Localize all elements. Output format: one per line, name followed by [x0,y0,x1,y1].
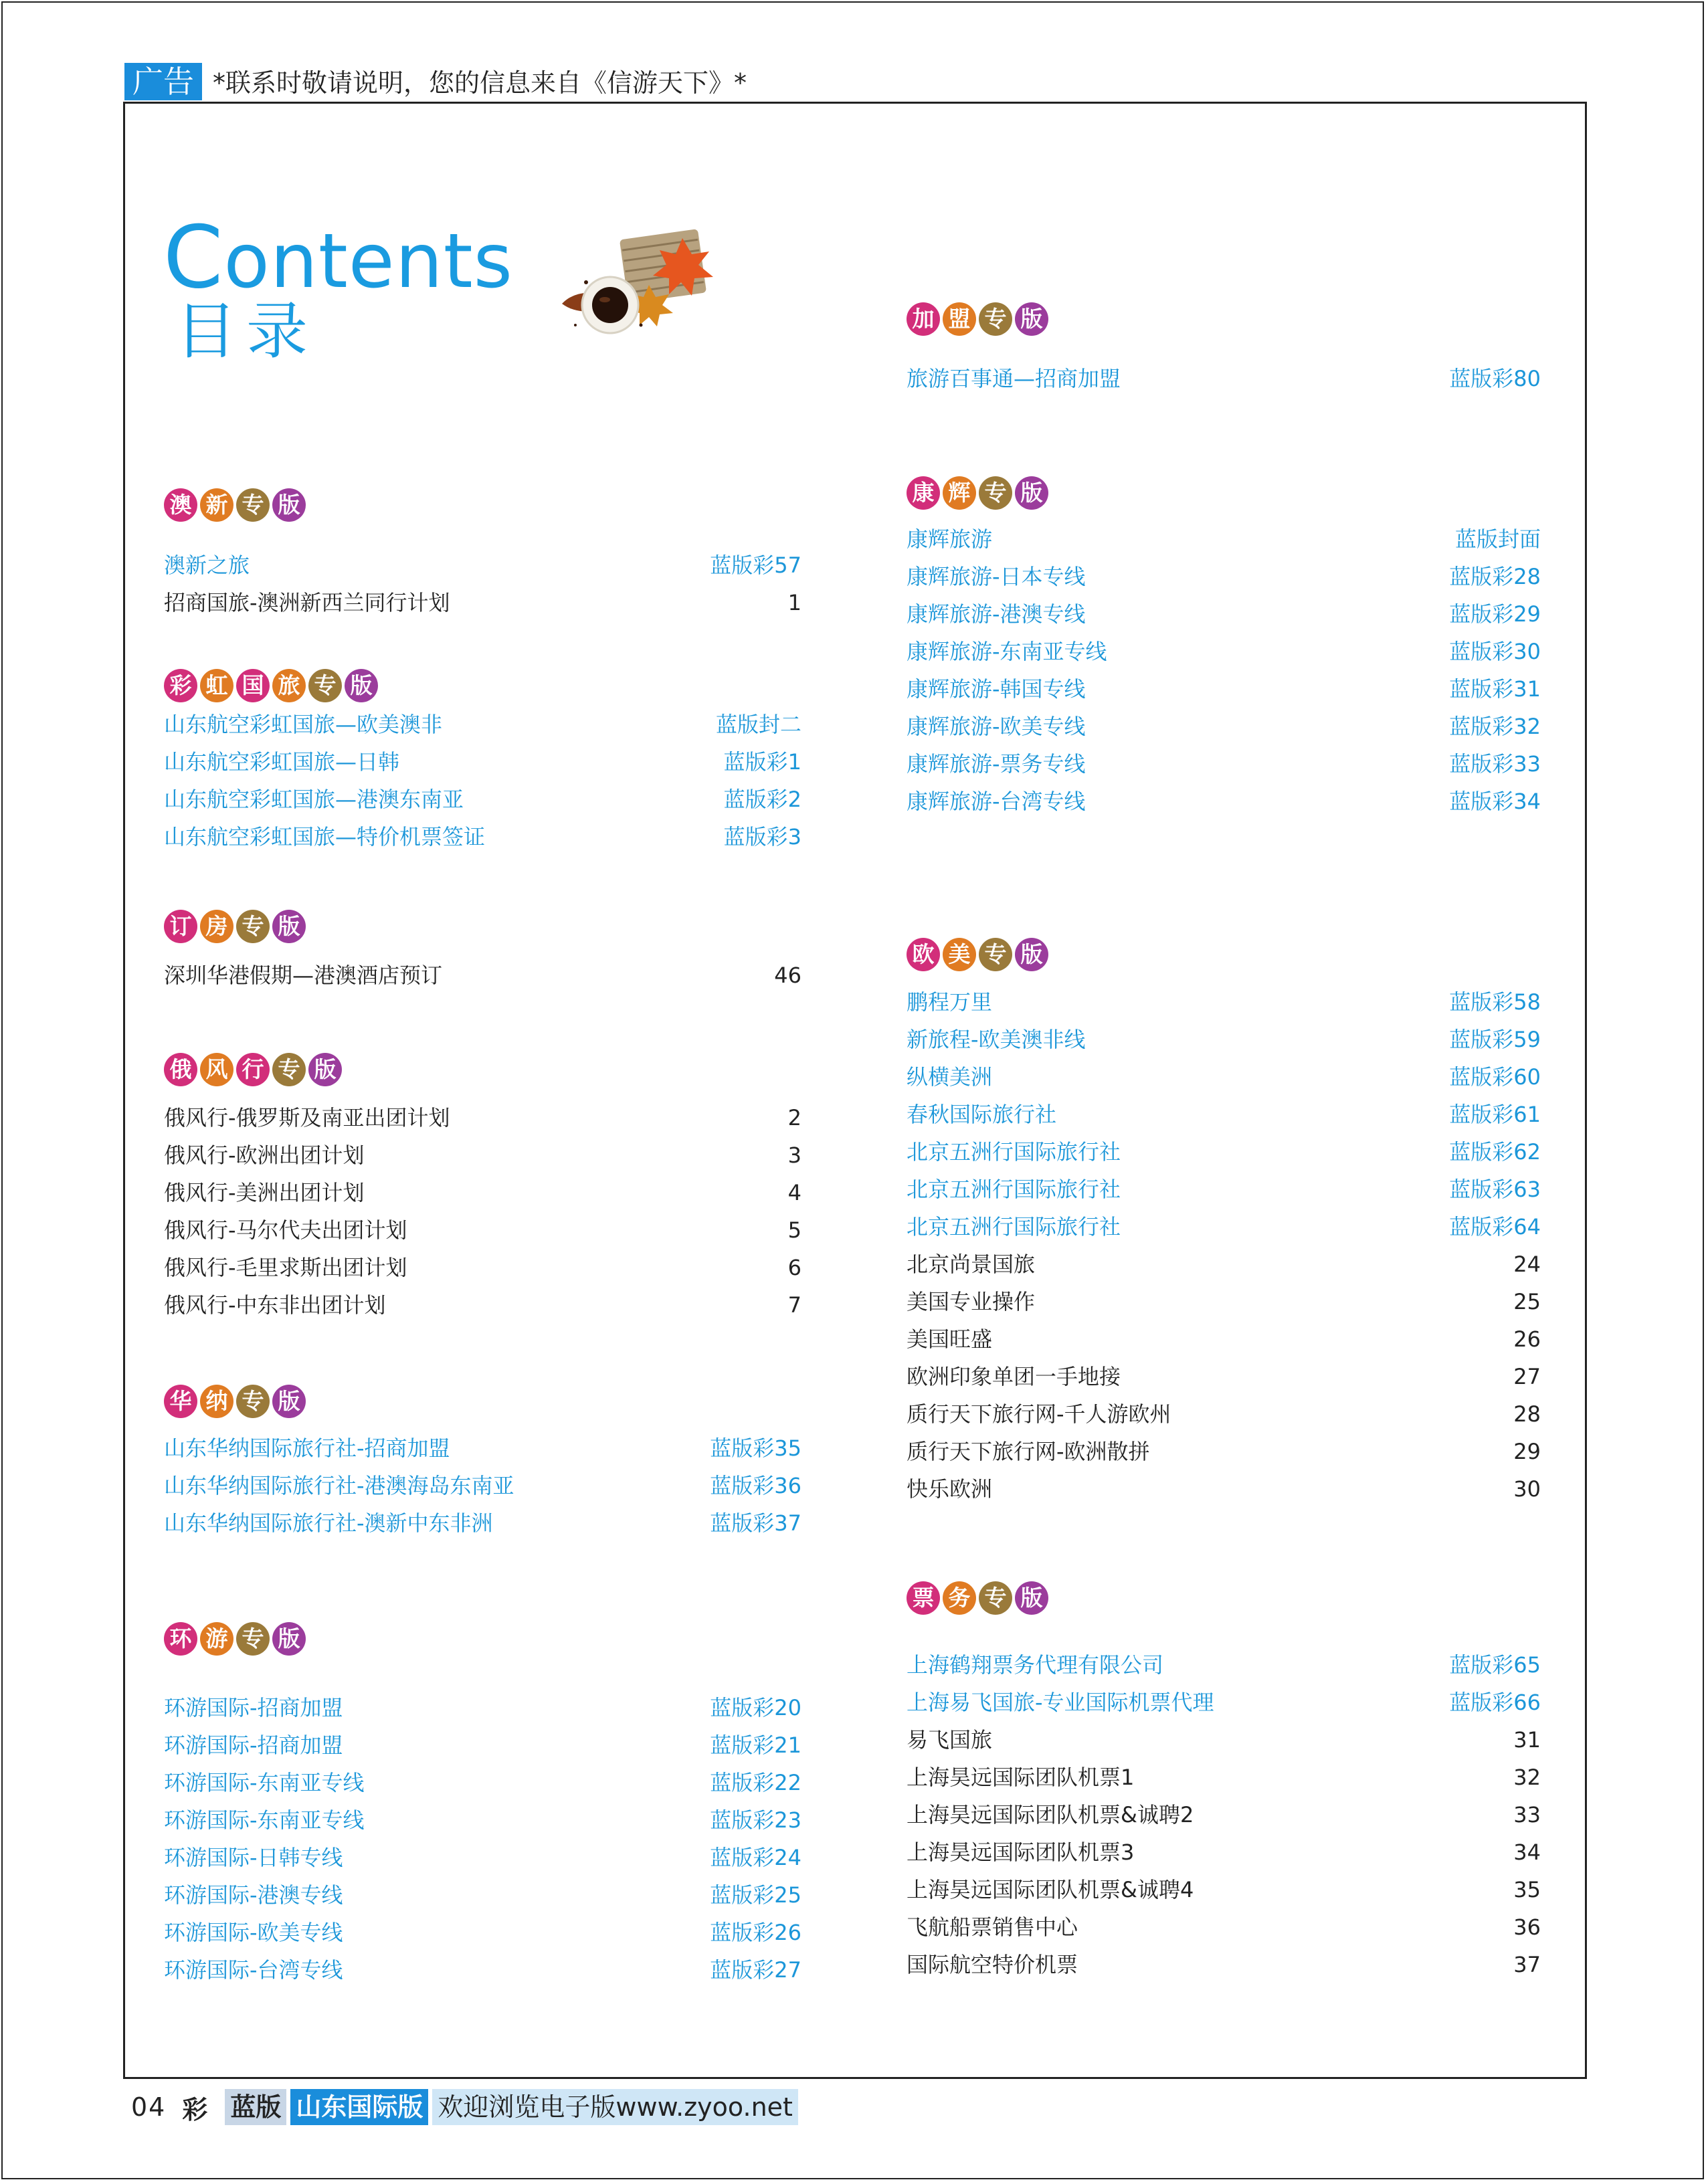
toc-entry[interactable] [907,1434,1541,1469]
toc-entry-page: 蓝版彩26 [710,1920,801,1945]
section-title-char: 专 [979,476,1012,510]
section-title-char: 专 [236,1622,270,1656]
toc-entry-title: 环游国际-东南亚专线 [164,1770,365,1795]
section-title-char: 新 [200,488,233,522]
toc-entry-title: 环游国际-港澳专线 [164,1882,343,1908]
toc-entry-page: 蓝版彩61 [1449,1102,1541,1127]
toc-entry-page: 蓝版彩2 [723,787,801,812]
toc-entry[interactable] [907,1947,1541,1982]
toc-entry-page: 蓝版彩30 [1449,639,1541,664]
toc-entry[interactable] [164,1213,801,1248]
toc-entry[interactable] [164,1138,801,1173]
toc-entry[interactable] [164,1690,801,1725]
toc-entry-page: 26 [1513,1326,1541,1352]
toc-entry-page: 蓝版彩34 [1449,789,1541,814]
section-header [164,910,306,946]
section-title-char: 版 [1015,302,1048,336]
toc-entry-page: 4 [787,1180,801,1205]
toc-entry[interactable] [164,1765,801,1800]
toc-entry-page: 37 [1513,1952,1541,1977]
toc-entry[interactable] [907,597,1541,631]
toc-entry-title: 质行天下旅行网-千人游欧州 [907,1401,1171,1427]
toc-entry-page: 蓝版彩36 [710,1473,801,1498]
toc-entry[interactable] [907,634,1541,669]
toc-entry-title: 澳新之旅 [164,553,250,578]
toc-entry-page: 蓝版彩28 [1449,564,1541,589]
toc-entry[interactable] [164,585,801,620]
toc-entry-page: 33 [1513,1802,1541,1827]
toc-entry-page: 31 [1513,1727,1541,1753]
toc-entry-page: 蓝版彩1 [723,749,801,775]
toc-entry-page: 3 [787,1143,801,1168]
toc-entry-page: 蓝版彩37 [710,1510,801,1536]
section-header [164,669,378,705]
section-title-char: 澳 [164,488,197,522]
section-header [907,302,1048,338]
toc-entry-page: 蓝版彩58 [1449,989,1541,1015]
section-header [907,938,1048,974]
toc-entry[interactable] [907,1872,1541,1907]
toc-entry-page: 蓝版彩3 [723,824,801,850]
toc-entry-page: 32 [1513,1765,1541,1790]
toc-entry-title: 国际航空特价机票 [907,1952,1078,1977]
toc-entry[interactable] [164,1250,801,1285]
toc-entry-page: 36 [1513,1914,1541,1940]
toc-entry[interactable] [907,985,1541,1019]
toc-entry-title: 俄风行-俄罗斯及南亚出团计划 [164,1105,450,1130]
toc-entry[interactable] [907,1685,1541,1720]
toc-entry-title: 旅游百事通—招商加盟 [907,366,1121,391]
toc-entry-page: 蓝版彩62 [1449,1139,1541,1165]
toc-entry-title: 快乐欧洲 [907,1476,993,1502]
toc-entry[interactable] [164,1878,801,1912]
toc-entry-title: 康辉旅游 [907,526,993,552]
toc-entry-title: 纵横美洲 [907,1064,993,1090]
toc-entry-page: 蓝版彩66 [1449,1690,1541,1715]
toc-entry[interactable] [907,1022,1541,1057]
toc-entry-page: 蓝版封二 [715,712,801,737]
toc-entry-title: 环游国际-台湾专线 [164,1957,343,1983]
toc-entry-page: 蓝版彩80 [1449,366,1541,391]
toc-entry-title: 北京五洲行国际旅行社 [907,1139,1121,1165]
toc-entry-page: 24 [1513,1252,1541,1277]
toc-entry-title: 环游国际-招商加盟 [164,1695,343,1720]
coffee-leaves-illustration [549,225,723,345]
toc-entry-page: 蓝版彩20 [710,1695,801,1720]
section-title-char: 专 [979,302,1012,336]
toc-entry[interactable] [907,1359,1541,1394]
toc-entry[interactable] [164,1915,801,1950]
toc-entry[interactable] [907,1722,1541,1757]
section-header [164,488,306,524]
toc-entry[interactable] [164,1468,801,1503]
toc-entry-title: 山东航空彩虹国旅—港澳东南亚 [164,787,464,812]
toc-entry[interactable] [907,1797,1541,1832]
contents-title-rest: ontents [223,218,513,305]
toc-entry-title: 康辉旅游-韩国专线 [907,676,1086,702]
toc-entry[interactable] [907,747,1541,781]
ad-tag: 广告 [124,63,202,100]
toc-entry-page: 蓝版彩60 [1449,1064,1541,1090]
section-title-char: 版 [345,669,378,702]
toc-entry[interactable] [164,548,801,583]
toc-entry[interactable] [164,1728,801,1763]
toc-entry-title: 上海昊远国际团队机票3 [907,1840,1135,1865]
toc-entry-title: 上海易飞国旅-专业国际机票代理 [907,1690,1214,1715]
toc-entry-title: 新旅程-欧美澳非线 [907,1027,1086,1052]
toc-entry-title: 美国旺盛 [907,1326,993,1352]
toc-entry[interactable] [164,819,801,854]
toc-entry[interactable] [907,672,1541,706]
toc-entry-title: 上海昊远国际团队机票&诚聘2 [907,1802,1194,1827]
toc-entry-page: 34 [1513,1840,1541,1865]
footer-page-number: 04 [131,2092,167,2122]
footer-website: 欢迎浏览电子版www.zyoo.net [432,2089,798,2125]
toc-entry-page: 蓝版封面 [1454,526,1541,552]
toc-entry[interactable] [164,1506,801,1541]
toc-entry-page: 1 [787,590,801,615]
toc-entry-title: 康辉旅游-票务专线 [907,751,1086,777]
toc-entry-title: 上海昊远国际团队机票1 [907,1765,1135,1790]
toc-entry-page: 蓝版彩64 [1449,1214,1541,1239]
toc-entry-page: 蓝版彩21 [710,1732,801,1758]
toc-entry-title: 山东华纳国际旅行社-澳新中东非洲 [164,1510,493,1536]
toc-entry-title: 上海昊远国际团队机票&诚聘4 [907,1877,1194,1902]
toc-entry-title: 山东航空彩虹国旅—特价机票签证 [164,824,486,850]
toc-entry-page: 2 [787,1105,801,1130]
section-title-char: 行 [236,1053,270,1086]
toc-entry-page: 蓝版彩65 [1449,1652,1541,1678]
toc-entry-page: 蓝版彩27 [710,1957,801,1983]
toc-entry[interactable] [164,958,801,993]
toc-entry-page: 蓝版彩32 [1449,714,1541,739]
section-title-char: 辉 [943,476,976,510]
contents-title [163,208,513,308]
section-title-char: 专 [308,669,342,702]
section-title-char: 环 [164,1622,197,1656]
toc-entry-page: 蓝版彩57 [710,553,801,578]
footer-edition-blue: 蓝版 [225,2089,286,2125]
toc-entry[interactable] [907,1134,1541,1169]
footer-edition-shandong: 山东国际版 [290,2089,428,2125]
toc-entry-page: 蓝版彩22 [710,1770,801,1795]
section-title-char: 版 [1015,1581,1048,1615]
section-title-char: 彩 [164,669,197,702]
toc-entry[interactable] [907,1397,1541,1431]
toc-entry-title: 山东航空彩虹国旅—日韩 [164,749,400,775]
ad-notice: *联系时敬请说明，您的信息来自《信游天下》* [213,68,747,98]
section-title-char: 纳 [200,1385,233,1418]
toc-entry[interactable] [907,559,1541,594]
toc-entry-title: 北京五洲行国际旅行社 [907,1214,1121,1239]
section-title-char: 专 [236,910,270,943]
section-title-char: 加 [907,302,940,336]
footer-color-label: 彩 [182,2094,208,2124]
section-title-char: 欧 [907,938,940,971]
toc-entry-page: 蓝版彩25 [710,1882,801,1908]
toc-entry-title: 招商国旅-澳洲新西兰同行计划 [164,590,450,615]
section-header [164,1385,306,1421]
section-title-char: 盟 [943,302,976,336]
toc-entry[interactable] [164,1953,801,1987]
toc-entry[interactable] [164,745,801,779]
toc-entry[interactable] [164,1840,801,1875]
section-title-char: 版 [272,1622,306,1656]
section-title-char: 订 [164,910,197,943]
toc-entry-page: 25 [1513,1289,1541,1314]
section-title-char: 康 [907,476,940,510]
toc-entry-page: 28 [1513,1401,1541,1427]
toc-entry-page: 蓝版彩63 [1449,1177,1541,1202]
toc-entry-title: 质行天下旅行网-欧洲散拼 [907,1439,1150,1464]
toc-entry-title: 山东华纳国际旅行社-港澳海岛东南亚 [164,1473,514,1498]
section-header [164,1622,306,1658]
contents-title-zh: 目录 [175,296,318,367]
toc-entry-page: 蓝版彩29 [1449,601,1541,627]
contents-title-initial: C [163,208,224,308]
toc-entry[interactable] [907,1472,1541,1506]
toc-entry[interactable] [907,1209,1541,1244]
section-title-char: 房 [200,910,233,943]
toc-entry[interactable] [907,361,1541,396]
toc-entry[interactable] [164,707,801,742]
section-title-char: 华 [164,1385,197,1418]
toc-entry[interactable] [907,709,1541,744]
toc-entry[interactable] [907,1648,1541,1682]
toc-entry-page: 蓝版彩59 [1449,1027,1541,1052]
toc-entry-page: 30 [1513,1476,1541,1502]
section-title-char: 专 [236,1385,270,1418]
section-header [164,1053,342,1089]
toc-entry-page: 蓝版彩31 [1449,676,1541,702]
toc-entry-title: 春秋国际旅行社 [907,1102,1057,1127]
section-title-char: 旅 [272,669,306,702]
toc-entry-title: 俄风行-中东非出团计划 [164,1292,386,1318]
toc-entry[interactable] [164,1175,801,1210]
toc-entry-title: 康辉旅游-欧美专线 [907,714,1086,739]
toc-entry[interactable] [907,522,1541,557]
toc-entry[interactable] [907,1097,1541,1132]
toc-entry-page: 蓝版彩33 [1449,751,1541,777]
toc-entry[interactable] [907,1760,1541,1795]
section-header [907,1581,1048,1617]
section-title-char: 俄 [164,1053,197,1086]
toc-entry[interactable] [907,1322,1541,1357]
toc-entry[interactable] [907,1247,1541,1282]
toc-entry-title: 环游国际-东南亚专线 [164,1807,365,1833]
section-title-char: 专 [236,488,270,522]
toc-entry[interactable] [907,1060,1541,1094]
toc-entry-title: 北京尚景国旅 [907,1252,1036,1277]
section-header [907,476,1048,512]
toc-entry-title: 环游国际-招商加盟 [164,1732,343,1758]
toc-entry-title: 俄风行-美洲出团计划 [164,1180,365,1205]
toc-entry-title: 康辉旅游-港澳专线 [907,601,1086,627]
toc-entry-page: 蓝版彩24 [710,1845,801,1870]
section-title-char: 版 [1015,476,1048,510]
toc-entry-page: 5 [787,1217,801,1243]
toc-entry-page: 29 [1513,1439,1541,1464]
toc-entry-page: 蓝版彩35 [710,1435,801,1461]
section-title-char: 风 [200,1053,233,1086]
toc-entry[interactable] [907,1284,1541,1319]
toc-entry-title: 环游国际-欧美专线 [164,1920,343,1945]
toc-entry[interactable] [164,782,801,817]
toc-entry-title: 康辉旅游-台湾专线 [907,789,1086,814]
section-title-char: 务 [943,1581,976,1615]
section-title-char: 版 [272,1385,306,1418]
section-title-char: 票 [907,1581,940,1615]
section-title-char: 国 [236,669,270,702]
toc-entry-page: 6 [787,1255,801,1280]
toc-entry-title: 山东华纳国际旅行社-招商加盟 [164,1435,450,1461]
toc-entry-page: 7 [787,1292,801,1318]
toc-entry-title: 深圳华港假期—港澳酒店预订 [164,963,443,988]
toc-entry-page: 27 [1513,1364,1541,1389]
toc-entry-title: 上海鹤翔票务代理有限公司 [907,1652,1164,1678]
toc-entry-page: 46 [774,963,801,988]
toc-entry[interactable] [907,1172,1541,1207]
section-title-char: 版 [308,1053,342,1086]
toc-entry-page: 蓝版彩23 [710,1807,801,1833]
toc-entry[interactable] [907,1835,1541,1870]
toc-entry-title: 美国专业操作 [907,1289,1036,1314]
toc-entry-title: 鹏程万里 [907,989,993,1015]
toc-entry-title: 欧洲印象单团一手地接 [907,1364,1121,1389]
coffee [592,287,628,323]
toc-entry-title: 北京五洲行国际旅行社 [907,1177,1121,1202]
section-title-char: 版 [272,910,306,943]
page-footer [131,2087,798,2127]
toc-entry-title: 飞航船票销售中心 [907,1914,1078,1940]
toc-entry-title: 山东航空彩虹国旅—欧美澳非 [164,712,443,737]
toc-entry[interactable] [907,784,1541,819]
toc-entry-page: 35 [1513,1877,1541,1902]
toc-entry-title: 康辉旅游-日本专线 [907,564,1086,589]
toc-entry[interactable] [164,1803,801,1838]
section-title-char: 美 [943,938,976,971]
toc-entry-title: 环游国际-日韩专线 [164,1845,343,1870]
toc-entry-title: 康辉旅游-东南亚专线 [907,639,1107,664]
toc-entry[interactable] [164,1100,801,1135]
section-title-char: 专 [272,1053,306,1086]
section-title-char: 游 [200,1622,233,1656]
toc-entry-title: 俄风行-欧洲出团计划 [164,1143,365,1168]
toc-entry-title: 俄风行-毛里求斯出团计划 [164,1255,407,1280]
toc-entry[interactable] [164,1431,801,1466]
section-title-char: 虹 [200,669,233,702]
section-title-char: 专 [979,1581,1012,1615]
toc-entry[interactable] [164,1288,801,1322]
toc-entry-title: 易飞国旅 [907,1727,993,1753]
section-title-char: 版 [1015,938,1048,971]
toc-entry-title: 俄风行-马尔代夫出团计划 [164,1217,407,1243]
section-title-char: 版 [272,488,306,522]
toc-entry[interactable] [907,1910,1541,1945]
section-title-char: 专 [979,938,1012,971]
